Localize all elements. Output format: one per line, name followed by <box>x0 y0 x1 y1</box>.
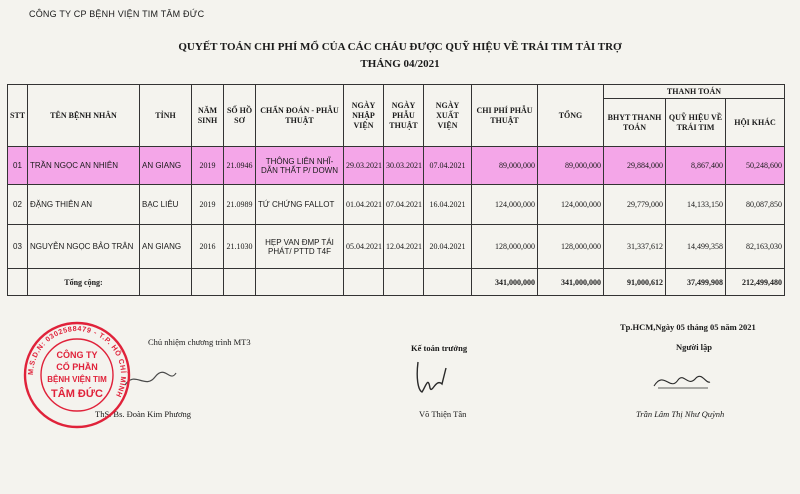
row-cost: 124,000,000 <box>472 185 538 225</box>
header-bhyt: BHYT THANH TOÁN <box>604 99 666 147</box>
row-province: AN GIANG <box>140 225 192 269</box>
row-discharge: 20.04.2021 <box>424 225 472 269</box>
table-row <box>8 185 785 225</box>
row-bhyt: 29,884,000 <box>604 147 666 185</box>
row-province: BẠC LIÊU <box>140 185 192 225</box>
header-admit: NGÀY NHẬP VIỆN <box>344 85 384 147</box>
header-province: TỈNH <box>140 85 192 147</box>
row-total: 124,000,000 <box>538 185 604 225</box>
totals-other: 212,499,480 <box>726 269 785 296</box>
row-diagnosis: TỨ CHỨNG FALLOT <box>256 185 344 225</box>
header-cost: CHI PHÍ PHẪU THUẬT <box>472 85 538 147</box>
mid-signer-name: Võ Thiện Tân <box>419 409 467 419</box>
header-other: HỘI KHÁC <box>726 99 785 147</box>
row-admit: 29.03.2021 <box>344 147 384 185</box>
left-signer-name: ThS. Bs. Đoàn Kim Phương <box>95 409 191 419</box>
row-stt: 02 <box>8 185 28 225</box>
row-diagnosis: THÔNG LIÊN NHĨ- DẪN THẤT P/ DOWN <box>256 147 344 185</box>
row-stt: 03 <box>8 225 28 269</box>
row-file: 21.0946 <box>224 147 256 185</box>
place-date: Tp.HCM,Ngày 05 tháng 05 năm 2021 <box>620 322 756 332</box>
header-name: TÊN BỆNH NHÂN <box>28 85 140 147</box>
row-total: 89,000,000 <box>538 147 604 185</box>
header-discharge: NGÀY XUẤT VIỆN <box>424 85 472 147</box>
row-name: TRẦN NGỌC AN NHIÊN <box>28 147 140 185</box>
settlement-table <box>7 84 785 296</box>
stamp-line2: CỔ PHẦN <box>56 362 98 372</box>
stamp-line4: TÂM ĐỨC <box>51 388 103 400</box>
table-row <box>8 147 785 185</box>
row-name: NGUYỄN NGỌC BẢO TRÂN <box>28 225 140 269</box>
company-stamp <box>22 320 132 430</box>
header-fund: QUỸ HIỆU VỀ TRÁI TIM <box>666 99 726 147</box>
header-surgery: NGÀY PHẪU THUẬT <box>384 85 424 147</box>
row-discharge: 16.04.2021 <box>424 185 472 225</box>
row-other: 82,163,030 <box>726 225 785 269</box>
header-stt: STT <box>8 85 28 147</box>
totals-row <box>8 269 785 296</box>
row-fund: 14,499,358 <box>666 225 726 269</box>
row-surgery: 07.04.2021 <box>384 185 424 225</box>
header-payment: THANH TOÁN <box>604 85 785 99</box>
totals-total: 341,000,000 <box>538 269 604 296</box>
table-row <box>8 225 785 269</box>
row-diagnosis: HẸP VAN ĐMP TÁI PHÁT/ PTTD T4F <box>256 225 344 269</box>
stamp-line3: BỆNH VIỆN TIM <box>47 375 107 384</box>
row-file: 21.1030 <box>224 225 256 269</box>
row-surgery: 12.04.2021 <box>384 225 424 269</box>
row-stt: 01 <box>8 147 28 185</box>
stamp-ring-text: M.S.D.N: 0302588479 - T.P. HỒ CHÍ MINH <box>25 323 129 400</box>
totals-bhyt: 91,000,612 <box>604 269 666 296</box>
left-signer-title: Chủ nhiệm chương trình MT3 <box>148 337 251 347</box>
row-fund: 14,133,150 <box>666 185 726 225</box>
right-signer-name: Trần Lâm Thị Như Quỳnh <box>636 409 725 419</box>
stamp-line1: CÔNG TY <box>56 350 98 360</box>
company-name: CÔNG TY CP BỆNH VIỆN TIM TÂM ĐỨC <box>29 9 205 19</box>
header-year: NĂM SINH <box>192 85 224 147</box>
totals-fund: 37,499,908 <box>666 269 726 296</box>
row-year: 2019 <box>192 147 224 185</box>
row-bhyt: 31,337,612 <box>604 225 666 269</box>
row-fund: 8,867,400 <box>666 147 726 185</box>
row-file: 21.0989 <box>224 185 256 225</box>
row-surgery: 30.03.2021 <box>384 147 424 185</box>
row-discharge: 07.04.2021 <box>424 147 472 185</box>
row-cost: 89,000,000 <box>472 147 538 185</box>
totals-cost: 341,000,000 <box>472 269 538 296</box>
row-name: ĐẶNG THIÊN AN <box>28 185 140 225</box>
totals-label: Tổng cộng: <box>28 269 140 296</box>
header-diagnosis: CHẨN ĐOÁN - PHẪU THUẬT <box>256 85 344 147</box>
document-subtitle: THÁNG 04/2021 <box>360 58 440 70</box>
row-year: 2019 <box>192 185 224 225</box>
right-signer-title: Người lập <box>676 342 713 352</box>
mid-signer-title: Kế toán trưởng <box>411 343 468 353</box>
row-admit: 05.04.2021 <box>344 225 384 269</box>
row-other: 80,087,850 <box>726 185 785 225</box>
document-title: QUYẾT TOÁN CHI PHÍ MỔ CỦA CÁC CHÁU ĐƯỢC QUỸ HIỆU VỀ TRÁI TIM TÀI TRỢ <box>178 41 622 53</box>
right-signature <box>650 362 712 396</box>
header-total: TỔNG <box>538 85 604 147</box>
header-file: SỐ HỒ SƠ <box>224 85 256 147</box>
row-total: 128,000,000 <box>538 225 604 269</box>
row-bhyt: 29,779,000 <box>604 185 666 225</box>
row-other: 50,248,600 <box>726 147 785 185</box>
row-admit: 01.04.2021 <box>344 185 384 225</box>
row-year: 2016 <box>192 225 224 269</box>
row-cost: 128,000,000 <box>472 225 538 269</box>
row-province: AN GIANG <box>140 147 192 185</box>
mid-signature <box>412 358 452 398</box>
